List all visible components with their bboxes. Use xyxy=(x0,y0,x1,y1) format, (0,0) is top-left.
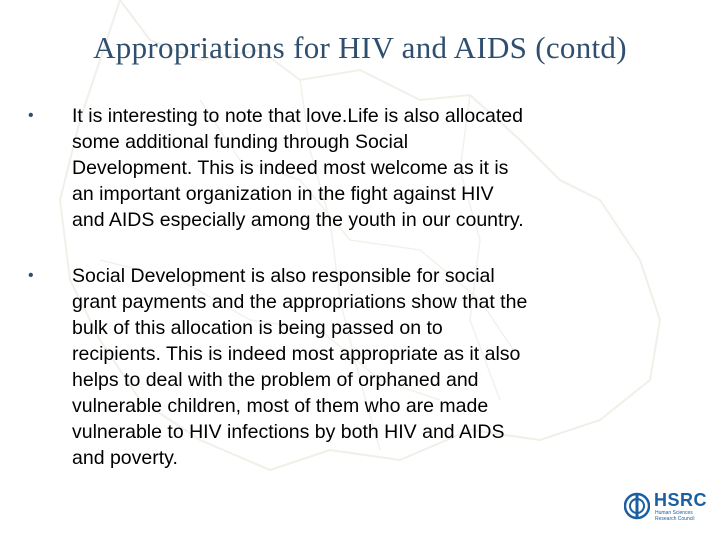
bullet-text-line: some additional funding through Social xyxy=(72,131,409,153)
logo-subtitle-line: Research Council xyxy=(655,516,695,522)
bullet-text-line: It is interesting to note that love.Life is also allocated xyxy=(72,105,523,127)
bullet-text-line: helps to deal with the problem of orphaned and xyxy=(72,369,479,391)
bullet-text-line: grant payments and the appropriations show that the xyxy=(72,291,528,313)
logo-subtitle xyxy=(655,510,715,522)
bullet-text-line: an important organization in the fight against HIV xyxy=(72,183,494,205)
bullet-item-2 xyxy=(28,263,698,471)
bullet-list xyxy=(28,103,698,501)
bullet-text-line: vulnerable to HIV infections by both HIV and AIDS xyxy=(72,421,505,443)
hsrc-emblem-icon xyxy=(624,491,650,521)
bullet-item-1 xyxy=(28,103,698,233)
slide-title: Appropriations for HIV and AIDS (contd) xyxy=(93,30,627,65)
bullet-text-line: Social Development is also responsible for social xyxy=(72,265,495,287)
bullet-marker: • xyxy=(28,267,34,284)
bullet-text-line: and poverty. xyxy=(72,447,178,469)
bullet-text-line: Development. This is indeed most welcome as it is xyxy=(72,157,509,179)
bullet-text-line: and AIDS especially among the youth in our country. xyxy=(72,209,524,231)
bullet-text-line: vulnerable children, most of them who are made xyxy=(72,395,489,417)
bullet-text-line: bulk of this allocation is being passed on to xyxy=(72,317,443,339)
logo-subtitle-line: Human Sciences xyxy=(655,510,693,516)
hsrc-logo xyxy=(624,490,714,524)
bullet-marker: • xyxy=(28,107,34,124)
logo-name: HSRC xyxy=(654,490,708,510)
bullet-text-line: recipients. This is indeed most appropriate as it also xyxy=(72,343,521,365)
